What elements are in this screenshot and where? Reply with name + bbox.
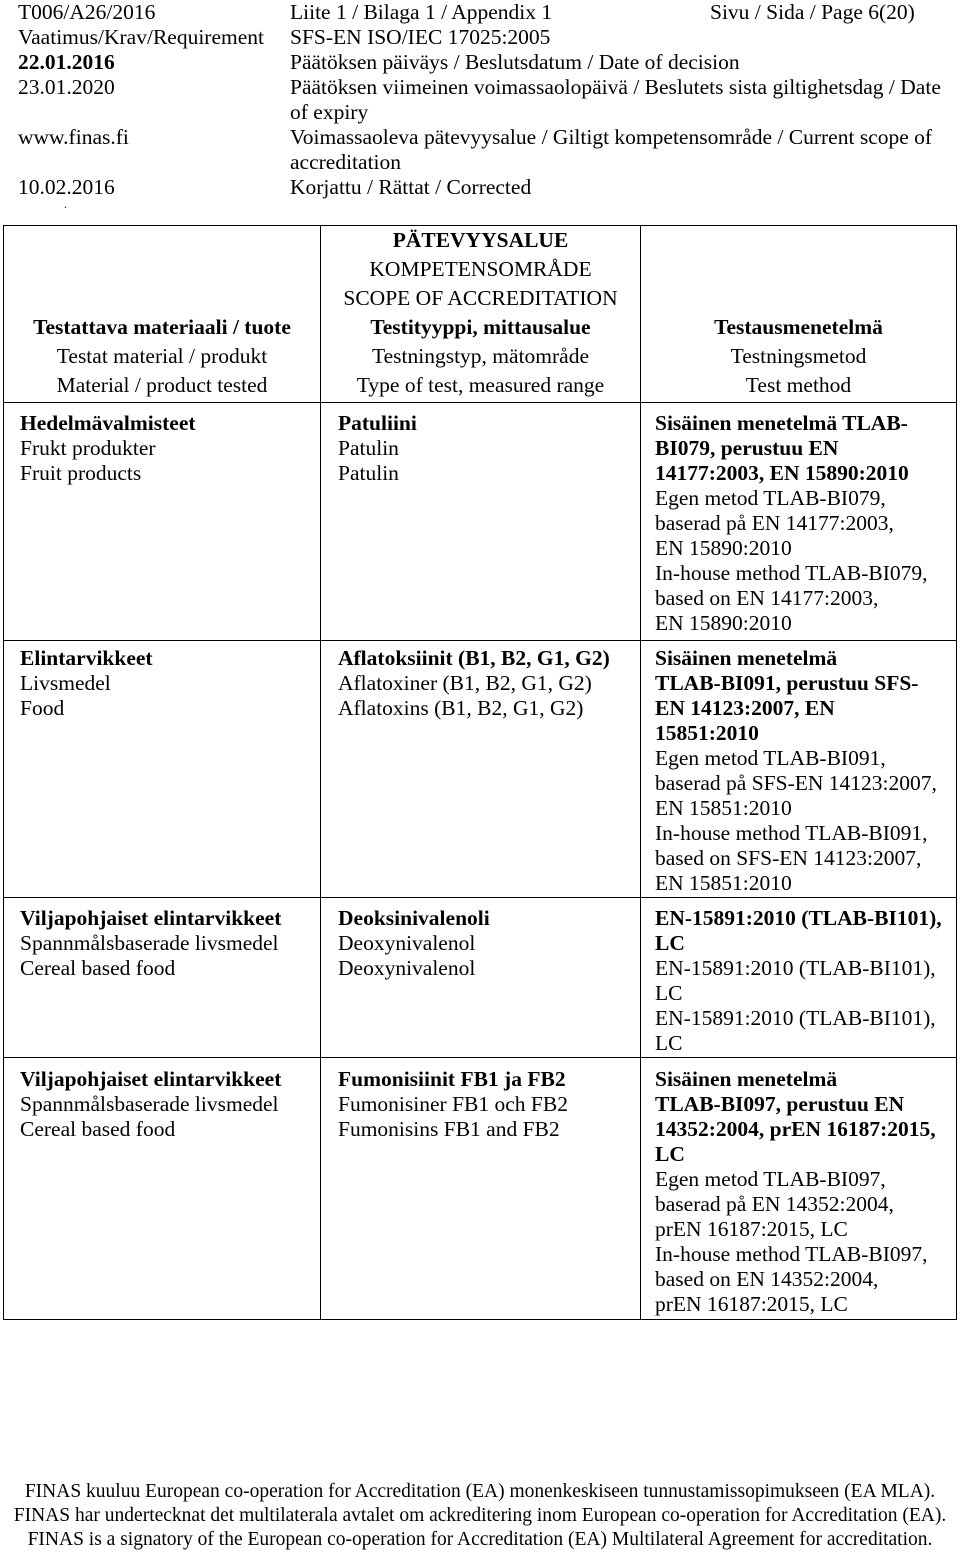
method-sv-line: EN 15890:2010 (655, 536, 792, 560)
method-sv-line: EN 15851:2010 (655, 796, 792, 820)
material-fi: Elintarvikkeet (20, 646, 153, 670)
method-sv-line: Egen metod TLAB-BI091, (655, 746, 886, 770)
material-sv: Spannmålsbaserade livsmedel (20, 1092, 279, 1116)
method-fi-line: EN-15891:2010 (TLAB-BI101), (655, 906, 942, 930)
appendix-label: Liite 1 / Bilaga 1 / Appendix 1 (290, 0, 553, 24)
header-row-requirement (0, 25, 960, 50)
material-cell (4, 1058, 320, 1319)
requirement-value: SFS-EN ISO/IEC 17025:2005 (290, 25, 551, 49)
test-fi: Patuliini (338, 411, 417, 435)
header-row-document (0, 0, 960, 25)
method-en-line: In-house method TLAB-BI097, (655, 1242, 928, 1266)
expiry-date: 23.01.2020 (18, 75, 115, 99)
test-sv: Deoxynivalenol (338, 931, 476, 955)
method-fi-line: 14352:2004, prEN 16187:2015, (655, 1117, 936, 1141)
header-row-decision (0, 50, 960, 75)
table-header-row (4, 226, 956, 403)
method-sv-line: baserad på EN 14352:2004, (655, 1192, 894, 1216)
test-en: Fumonisins FB1 and FB2 (338, 1117, 560, 1141)
stray-mark: . (64, 197, 67, 211)
column-header-sv: Testningsmetod (730, 344, 867, 368)
requirement-label: Vaatimus/Krav/Requirement (18, 25, 264, 49)
page-number: Sivu / Sida / Page 6(20) (710, 0, 915, 24)
method-en-line: In-house method TLAB-BI079, (655, 561, 928, 585)
method-fi-line: TLAB-BI091, perustuu SFS- (655, 671, 919, 695)
method-en-line: EN-15891:2010 (TLAB-BI101), (655, 1006, 936, 1030)
material-en: Food (20, 696, 65, 720)
test-cell (320, 641, 640, 897)
method-en-line: based on EN 14352:2004, (655, 1267, 879, 1291)
table-row (4, 898, 956, 1058)
header-row-corrected (0, 175, 960, 200)
expiry-block (290, 75, 960, 125)
method-sv-line: Egen metod TLAB-BI079, (655, 486, 886, 510)
method-sv-line: LC (655, 981, 683, 1005)
test-sv: Fumonisiner FB1 och FB2 (338, 1092, 568, 1116)
header-row-scope (0, 125, 960, 175)
method-fi-line: 15851:2010 (655, 721, 759, 745)
column-header-en: Type of test, measured range (356, 373, 605, 397)
method-cell (640, 641, 956, 897)
method-fi-line: Sisäinen menetelmä (655, 1067, 838, 1091)
corrected-block (290, 175, 960, 200)
column-header-fi: Testausmenetelmä (714, 315, 883, 339)
test-en: Aflatoxins (B1, B2, G1, G2) (338, 696, 584, 720)
material-en: Cereal based food (20, 1117, 176, 1141)
scope-table (3, 225, 957, 1320)
header-row-expiry (0, 75, 960, 125)
footer-line-en: FINAS is a signatory of the European co-operation for Accreditation (EA) Multilateral Agreement for accreditation. (27, 1529, 933, 1550)
method-fi-line: 14177:2003, EN 15890:2010 (655, 461, 909, 485)
material-cell (4, 641, 320, 897)
column-header-en: Test method (745, 373, 852, 397)
corrected-date: 10.02.2016 (18, 175, 115, 199)
scope-title-en: SCOPE OF ACCREDITATION (343, 286, 618, 310)
method-sv-line: EN-15891:2010 (TLAB-BI101), (655, 956, 936, 980)
document-id: T006/A26/2016 (18, 0, 156, 24)
material-sv: Livsmedel (20, 671, 111, 695)
test-sv: Patulin (338, 436, 399, 460)
method-en-line: LC (655, 1031, 683, 1055)
material-fi: Hedelmävalmisteet (20, 411, 196, 435)
column-header-sv: Testningstyp, mätområde (371, 344, 590, 368)
corrected-label: Korjattu / Rättat / Corrected (290, 175, 532, 199)
method-fi-line: Sisäinen menetelmä TLAB- (655, 411, 908, 435)
expiry-label-line: of expiry (290, 100, 369, 124)
expiry-label-line: Päätöksen viimeinen voimassaolopäivä / Beslutets sista giltighetsdag / Date (290, 75, 941, 99)
scope-label-line: accreditation (290, 150, 402, 174)
footer-line-fi: FINAS kuuluu European co-operation for Accreditation (EA) monenkeskiseen tunnustamissopimukseen (EA MLA). (24, 1481, 936, 1502)
method-sv-line: baserad på SFS-EN 14123:2007, (655, 771, 937, 795)
table-row (4, 1058, 956, 1319)
scope-title-fi: PÄTEVYYSALUE (392, 228, 569, 252)
scope-label-block (290, 125, 960, 175)
method-fi-line: BI079, perustuu EN (655, 436, 839, 460)
method-fi-line: EN 14123:2007, EN (655, 696, 835, 720)
scope-label-line: Voimassaoleva pätevyysalue / Giltigt kompetensområde / Current scope of (290, 125, 933, 149)
method-cell (640, 898, 956, 1057)
material-sv: Frukt produkter (20, 436, 156, 460)
material-cell (4, 403, 320, 640)
test-fi: Deoksinivalenoli (338, 906, 490, 930)
test-sv: Aflatoxiner (B1, B2, G1, G2) (338, 671, 592, 695)
test-en: Patulin (338, 461, 399, 485)
test-cell (320, 898, 640, 1057)
scope-title-sv: KOMPETENSOMRÅDE (369, 257, 592, 281)
table-row (4, 403, 956, 641)
decision-block (290, 50, 960, 75)
decision-date: 22.01.2016 (18, 50, 115, 74)
test-cell (320, 403, 640, 640)
material-fi: Viljapohjaiset elintarvikkeet (20, 906, 282, 930)
test-fi: Fumonisiinit FB1 ja FB2 (338, 1067, 566, 1091)
method-en-line: prEN 16187:2015, LC (655, 1292, 848, 1316)
header-cell-method (640, 226, 956, 402)
method-en-line: based on EN 14177:2003, (655, 586, 879, 610)
method-sv-line: baserad på EN 14177:2003, (655, 511, 894, 535)
method-fi-line: LC (655, 931, 685, 955)
material-cell (4, 898, 320, 1057)
method-fi-line: LC (655, 1142, 685, 1166)
method-fi-line: TLAB-BI097, perustuu EN (655, 1092, 905, 1116)
column-header-sv: Testat material / produkt (56, 344, 268, 368)
test-cell (320, 1058, 640, 1319)
column-header-en: Material / product tested (56, 373, 268, 397)
method-cell (640, 403, 956, 640)
header-cell-test-type (320, 226, 640, 402)
decision-date-label: Päätöksen päiväys / Beslutsdatum / Date of decision (290, 50, 740, 74)
column-header-fi: Testattava materiaali / tuote (33, 315, 291, 339)
footer-line-sv: FINAS har undertecknat det multilaterala avtalet om ackreditering inom European co-operation for Accreditation (EA). (13, 1505, 947, 1526)
table-row (4, 641, 956, 898)
material-fi: Viljapohjaiset elintarvikkeet (20, 1067, 282, 1091)
material-sv: Spannmålsbaserade livsmedel (20, 931, 279, 955)
method-fi-line: Sisäinen menetelmä (655, 646, 838, 670)
requirement-block (290, 25, 960, 50)
method-cell (640, 1058, 956, 1319)
method-en-line: In-house method TLAB-BI091, (655, 821, 928, 845)
method-en-line: based on SFS-EN 14123:2007, (655, 846, 922, 870)
website: www.finas.fi (18, 125, 129, 149)
header-cell-material (4, 226, 320, 402)
document-footer (0, 1480, 960, 1552)
test-fi: Aflatoksiinit (B1, B2, G1, G2) (338, 646, 610, 670)
method-sv-line: prEN 16187:2015, LC (655, 1217, 848, 1241)
method-en-line: EN 15851:2010 (655, 871, 792, 895)
method-sv-line: Egen metod TLAB-BI097, (655, 1167, 886, 1191)
material-en: Cereal based food (20, 956, 176, 980)
document-header (0, 0, 960, 200)
test-en: Deoxynivalenol (338, 956, 476, 980)
column-header-fi: Testityyppi, mittausalue (370, 315, 591, 339)
method-en-line: EN 15890:2010 (655, 611, 792, 635)
material-en: Fruit products (20, 461, 142, 485)
